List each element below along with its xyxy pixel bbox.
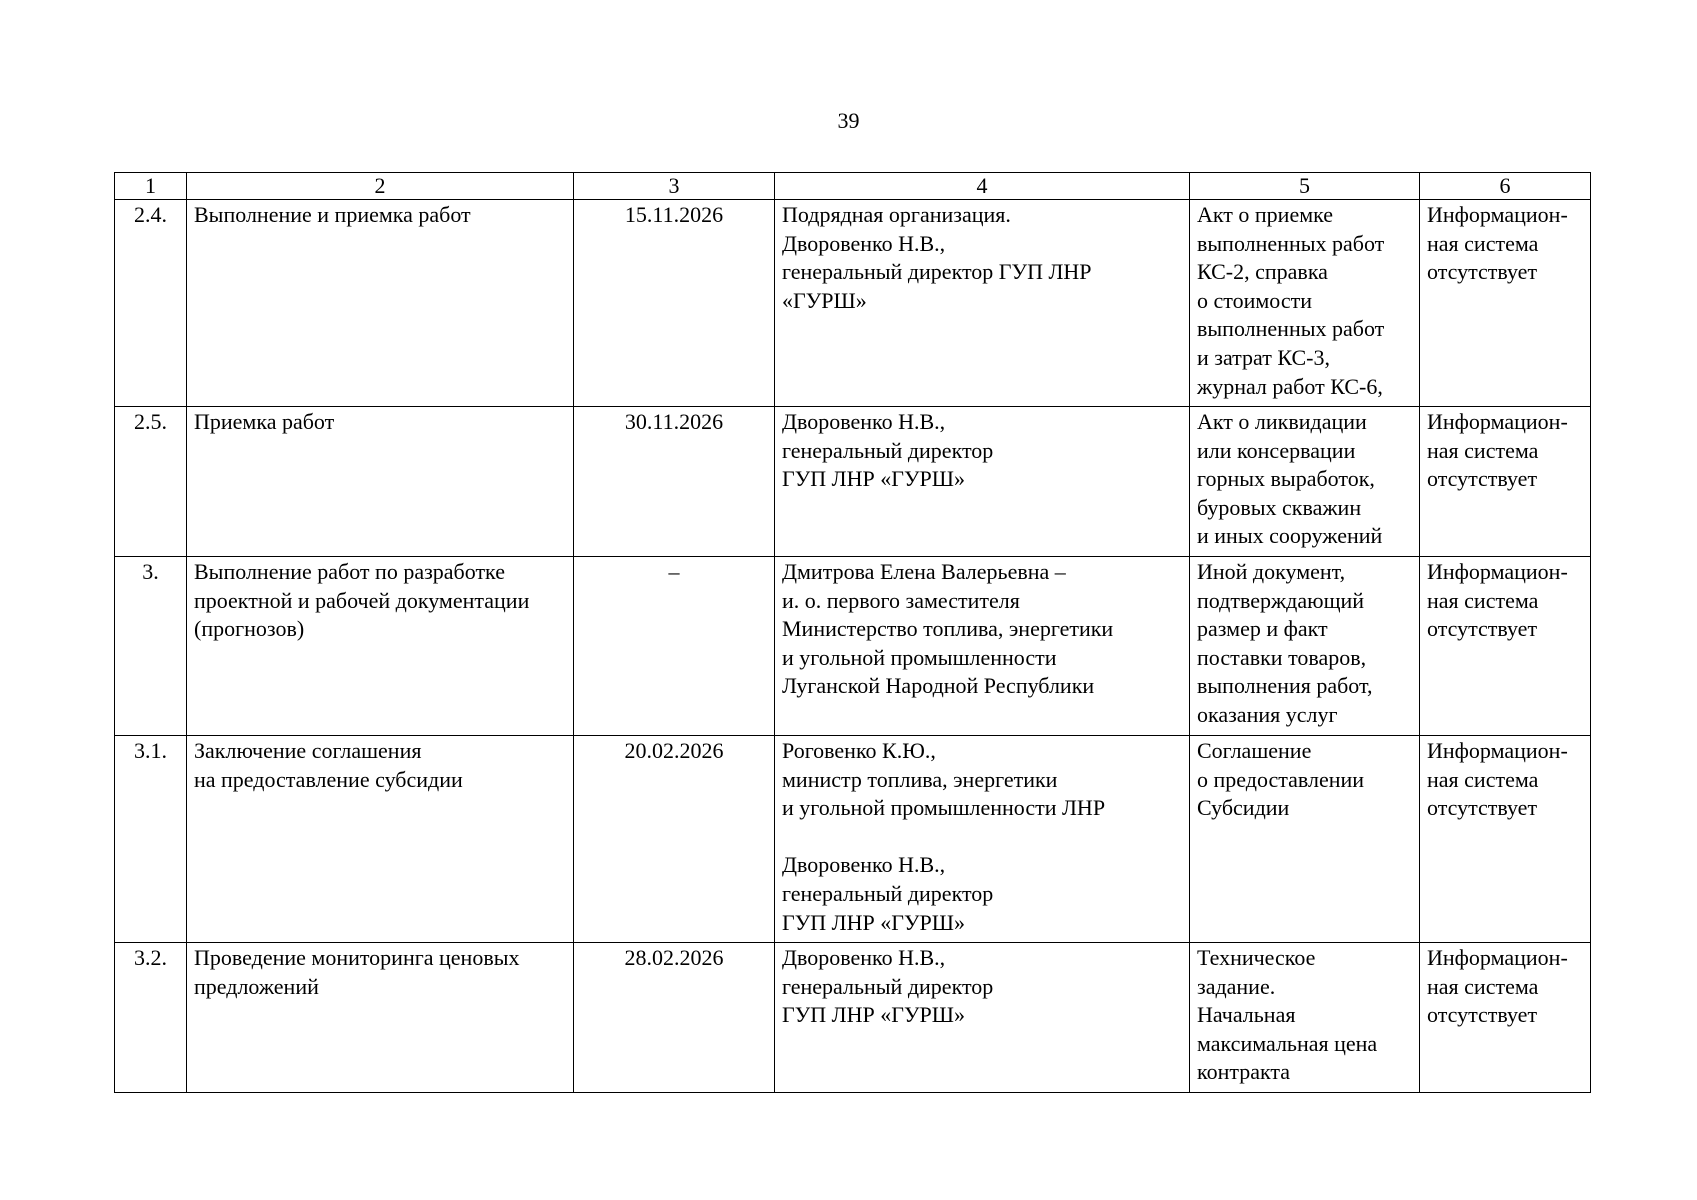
due-date: 20.02.2026 xyxy=(574,736,775,943)
due-date: 28.02.2026 xyxy=(574,943,775,1093)
header-col-5: 5 xyxy=(1190,173,1420,200)
table-row xyxy=(115,200,1591,407)
info-system: Информацион- ная система отсутствует xyxy=(1420,407,1591,557)
event-name: Выполнение работ по разработке проектной и рабочей документации (прогнозов) xyxy=(187,557,574,736)
page-number: 39 xyxy=(837,108,860,133)
document-type: Акт о ликвидации или консервации горных выработок, буровых скважин и иных сооружений xyxy=(1190,407,1420,557)
due-date: 30.11.2026 xyxy=(574,407,775,557)
table-row xyxy=(115,943,1591,1093)
document-type: Иной документ, подтверждающий размер и факт поставки товаров, выполнения работ, оказания услуг xyxy=(1190,557,1420,736)
row-number: 2.5. xyxy=(115,407,187,557)
due-date: 15.11.2026 xyxy=(574,200,775,407)
row-number: 3.2. xyxy=(115,943,187,1093)
header-col-6: 6 xyxy=(1420,173,1591,200)
info-system: Информацион- ная система отсутствует xyxy=(1420,557,1591,736)
info-system: Информацион- ная система отсутствует xyxy=(1420,736,1591,943)
event-name: Заключение соглашения на предоставление субсидии xyxy=(187,736,574,943)
responsible-person: Дворовенко Н.В., генеральный директор ГУП ЛНР «ГУРШ» xyxy=(775,407,1190,557)
row-number: 2.4. xyxy=(115,200,187,407)
responsible-person: Подрядная организация. Дворовенко Н.В., генеральный директор ГУП ЛНР «ГУРШ» xyxy=(775,200,1190,407)
event-name: Выполнение и приемка работ xyxy=(187,200,574,407)
document-type: Техническое задание. Начальная максимальная цена контракта xyxy=(1190,943,1420,1093)
header-col-2: 2 xyxy=(187,173,574,200)
header-col-3: 3 xyxy=(574,173,775,200)
responsible-person: Роговенко К.Ю., министр топлива, энергетики и угольной промышленности ЛНР Дворовенко Н.В., генеральный директор ГУП ЛНР «ГУРШ» xyxy=(775,736,1190,943)
document-table xyxy=(114,172,1591,1093)
info-system: Информацион- ная система отсутствует xyxy=(1420,200,1591,407)
header-col-1: 1 xyxy=(115,173,187,200)
row-number: 3. xyxy=(115,557,187,736)
header-col-4: 4 xyxy=(775,173,1190,200)
responsible-person: Дмитрова Елена Валерьевна – и. о. первого заместителя Министерство топлива, энергетики и угольной промышленности Луганской Народной Республики xyxy=(775,557,1190,736)
table-row xyxy=(115,557,1591,736)
table-header-row xyxy=(115,173,1591,200)
event-name: Приемка работ xyxy=(187,407,574,557)
document-type: Акт о приемке выполненных работ КС-2, справка о стоимости выполненных работ и затрат КС-3, журнал работ КС-6, xyxy=(1190,200,1420,407)
row-number: 3.1. xyxy=(115,736,187,943)
table-row xyxy=(115,407,1591,557)
event-name: Проведение мониторинга ценовых предложений xyxy=(187,943,574,1093)
table-row xyxy=(115,736,1591,943)
info-system: Информацион- ная система отсутствует xyxy=(1420,943,1591,1093)
responsible-person: Дворовенко Н.В., генеральный директор ГУП ЛНР «ГУРШ» xyxy=(775,943,1190,1093)
document-type: Соглашение о предоставлении Субсидии xyxy=(1190,736,1420,943)
due-date: – xyxy=(574,557,775,736)
